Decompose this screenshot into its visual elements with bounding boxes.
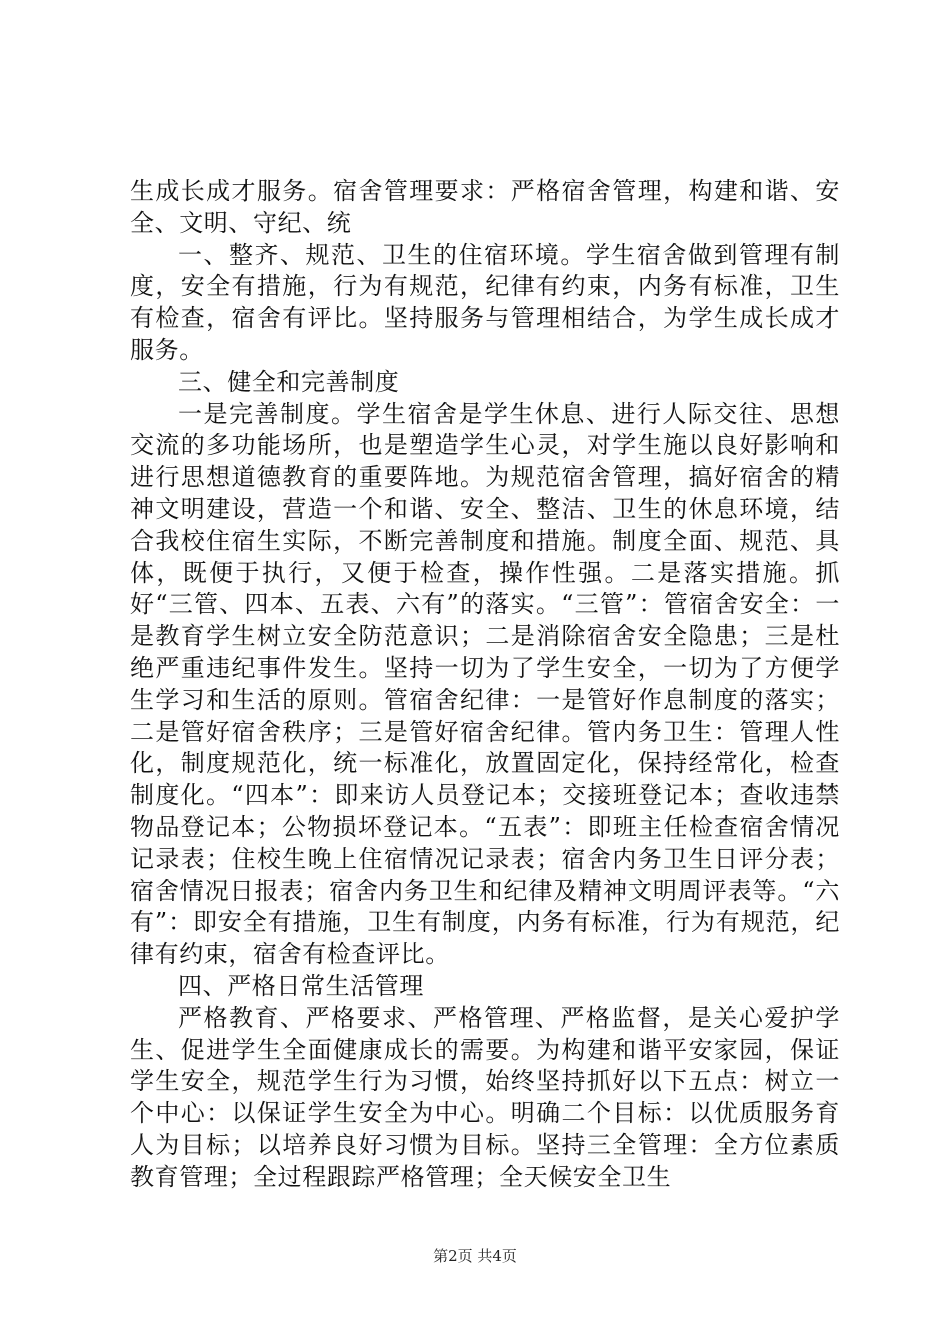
page-number-footer: 第2页 共4页 (433, 1247, 517, 1265)
paragraph: 一是完善制度。学生宿舍是学生休息、进行人际交往、思想交流的多功能场所，也是塑造学生心灵，对学生施以良好影响和进行思想道德教育的重要阵地。为规范宿舍管理，搞好宿舍的精神文明建设，营造一个和谐、安全、整洁、卫生的休息环境，结合我校住宿生实际，不断完善制度和措施。制度全面、规范、具体，既便于执行，又便于检查，操作性强。二是落实措施。抓好“三管、四本、五表、六有”的落实。“三管”：管宿舍安全：一是教育学生树立安全防范意识；二是消除宿舍安全隐患；三是杜绝严重违纪事件发生。坚持一切为了学生安全，一切为了方便学生学习和生活的原则。管宿舍纪律：一是管好作息制度的落实；二是管好宿舍秩序；三是管好宿舍纪律。管内务卫生：管理人性化，制度规范化，统一标准化，放置固定化，保持经常化，检查制度化。“四本”：即来访人员登记本；交接班登记本；查收违禁物品登记本；公物损坏登记本。“五表”：即班主任检查宿舍情况记录表；住校生晚上住宿情况记录表；宿舍内务卫生日评分表；宿舍情况日报表；宿舍内务卫生和纪律及精神文明周评表等。“六有”：即安全有措施，卫生有制度，内务有标准，行为有规范，纪律有约束，宿舍有检查评比。 (130, 399, 840, 969)
body-text (130, 176, 840, 1194)
paragraph: 一、整齐、规范、卫生的住宿环境。学生宿舍做到管理有制度，安全有措施，行为有规范，纪律有约束，内务有标准，卫生有检查，宿舍有评比。坚持服务与管理相结合，为学生成长成才服务。 (130, 240, 840, 364)
section-heading: 三、健全和完善制度 (178, 367, 400, 396)
paragraph: 严格教育、严格要求、严格管理、严格监督，是关心爱护学生、促进学生全面健康成长的需要。为构建和谐平安家园，保证学生安全，规范学生行为习惯，始终坚持抓好以下五点：树立一个中心：以保证学生安全为中心。明确二个目标：以优质服务育人为目标；以培养良好习惯为目标。坚持三全管理：全方位素质教育管理；全过程跟踪严格管理；全天候安全卫生 (130, 1003, 840, 1191)
section-heading: 四、严格日常生活管理 (178, 971, 424, 1000)
paragraph: 生成长成才服务。宿舍管理要求：严格宿舍管理，构建和谐、安全、文明、守纪、统 (130, 177, 840, 237)
